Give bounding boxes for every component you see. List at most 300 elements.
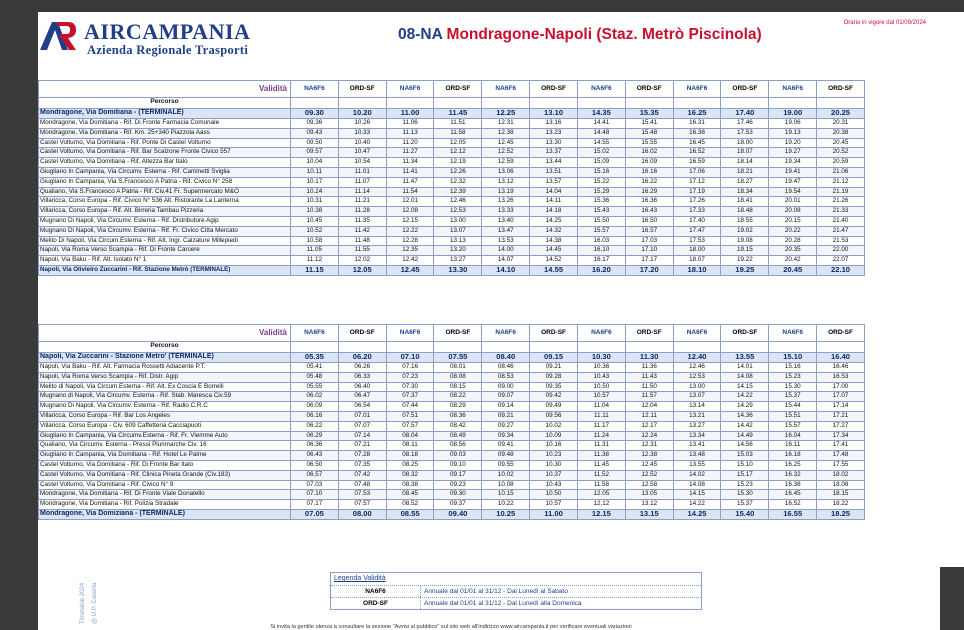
departure-time: 17.48 (817, 451, 865, 461)
departure-time: 13.14 (673, 402, 721, 412)
departure-time: 11.07 (338, 177, 386, 187)
departure-time: 05.55 (291, 382, 339, 392)
departure-time: 16.50 (625, 216, 673, 226)
departure-time: 10.04 (291, 158, 339, 168)
departure-time: 16.45 (673, 138, 721, 148)
departure-time: 21.40 (817, 216, 865, 226)
timetable-return (38, 324, 865, 520)
stop-name: Qualiano, Via S.Francesco A Patria - Rif. Civ.41 Fr. Supermercato M&O (39, 187, 291, 197)
empty-cell (625, 342, 673, 353)
departure-time: 18.00 (673, 246, 721, 256)
validity-code: NA6F6 (769, 81, 817, 98)
departure-time: 19.41 (769, 167, 817, 177)
departure-time: 12.05 (338, 265, 386, 276)
validity-code: NA6F6 (577, 81, 625, 98)
departure-time: 20.31 (817, 119, 865, 129)
departure-time: 11.24 (577, 431, 625, 441)
departure-time: 09.55 (482, 460, 530, 470)
departure-time: 11.34 (386, 158, 434, 168)
logo-name: AIRCAMPANIA (84, 19, 251, 44)
departure-time: 12.52 (625, 470, 673, 480)
departure-time: 16.38 (769, 480, 817, 490)
departure-time: 09.23 (434, 480, 482, 490)
departure-time: 14.52 (530, 256, 578, 266)
legend-row (331, 585, 701, 597)
departure-time: 16.45 (769, 490, 817, 500)
departure-time: 11.54 (386, 187, 434, 197)
departure-time: 12.46 (434, 197, 482, 207)
departure-time: 10.50 (530, 490, 578, 500)
departure-time: 17.27 (817, 421, 865, 431)
stop-name: Villaricca, Corso Europa - Civ. 609 Caffetteria Cacciapuoti (39, 421, 291, 431)
departure-time: 13.34 (673, 431, 721, 441)
departure-time: 13.00 (673, 382, 721, 392)
empty-cell (577, 98, 625, 109)
departure-time: 12.15 (577, 509, 625, 520)
departure-time: 11.06 (386, 119, 434, 129)
departure-time: 10.30 (530, 460, 578, 470)
stop-row (39, 216, 865, 226)
stop-row (39, 490, 865, 500)
stop-name: Castel Volturno, Via Domitiana - Rif. Ponte Di Castel Volturno (39, 138, 291, 148)
departure-time: 06.36 (291, 441, 339, 451)
departure-time: 11.04 (577, 402, 625, 412)
departure-time: 18.00 (721, 138, 769, 148)
legend-code: NA6F6 (331, 586, 421, 597)
validity-code: NA6F6 (673, 81, 721, 98)
departure-time: 15.48 (625, 128, 673, 138)
departure-time: 13.55 (721, 352, 769, 363)
departure-time: 08.56 (434, 441, 482, 451)
departure-time: 14.55 (530, 265, 578, 276)
departure-time: 15.37 (721, 500, 769, 510)
departure-time: 10.40 (338, 138, 386, 148)
departure-time: 06.54 (338, 402, 386, 412)
departure-time: 12.31 (625, 441, 673, 451)
departure-time: 06.16 (291, 411, 339, 421)
departure-time: 07.51 (386, 411, 434, 421)
stop-row (39, 158, 865, 168)
stop-row (39, 372, 865, 382)
departure-time: 16.17 (577, 256, 625, 266)
departure-time: 11.17 (577, 421, 625, 431)
departure-time: 13.47 (482, 226, 530, 236)
departure-time: 12.39 (434, 187, 482, 197)
departure-time: 09.17 (434, 470, 482, 480)
departure-time: 10.26 (338, 119, 386, 129)
validity-code: ORD-SF (530, 325, 578, 342)
departure-time: 14.00 (482, 246, 530, 256)
stop-row (39, 226, 865, 236)
departure-time: 14.08 (721, 372, 769, 382)
departure-time: 08.53 (482, 372, 530, 382)
departure-time: 15.02 (577, 148, 625, 158)
departure-time: 12.35 (386, 246, 434, 256)
departure-time: 07.42 (338, 470, 386, 480)
departure-time: 16.20 (577, 265, 625, 276)
terminal-stop-row (39, 108, 865, 119)
departure-time: 17.33 (673, 207, 721, 217)
departure-time: 15.23 (721, 480, 769, 490)
departure-time: 16.02 (625, 148, 673, 158)
departure-time: 07.05 (291, 509, 339, 520)
departure-time: 17.10 (625, 246, 673, 256)
departure-time: 06.22 (291, 421, 339, 431)
departure-time: 20.01 (769, 197, 817, 207)
departure-time: 18.10 (673, 265, 721, 276)
departure-time: 10.45 (291, 216, 339, 226)
departure-time: 15.40 (721, 509, 769, 520)
departure-time: 17.06 (673, 167, 721, 177)
departure-time: 07.16 (386, 363, 434, 373)
departure-time: 08.00 (338, 509, 386, 520)
stop-name: Mondragone, Via Domitiana - (TERMINALE) (39, 108, 291, 119)
departure-time: 20.28 (769, 236, 817, 246)
departure-time: 16.38 (673, 128, 721, 138)
departure-time: 17.47 (673, 226, 721, 236)
departure-time: 15.09 (577, 158, 625, 168)
departure-time: 08.32 (386, 470, 434, 480)
departure-time: 06.02 (291, 392, 339, 402)
departure-time: 13.48 (673, 451, 721, 461)
departure-time: 18.14 (721, 158, 769, 168)
departure-time: 14.45 (530, 246, 578, 256)
departure-time: 12.08 (386, 207, 434, 217)
departure-time: 21.19 (817, 187, 865, 197)
departure-time: 07.14 (338, 431, 386, 441)
departure-time: 20.35 (769, 246, 817, 256)
validity-code: NA6F6 (291, 81, 339, 98)
stop-row (39, 411, 865, 421)
departure-time: 19.06 (769, 119, 817, 129)
departure-time: 16.22 (625, 177, 673, 187)
departure-time: 10.25 (482, 509, 530, 520)
stop-row (39, 177, 865, 187)
empty-cell (386, 342, 434, 353)
departure-time: 12.12 (434, 148, 482, 158)
empty-cell (530, 342, 578, 353)
departure-time: 09.41 (482, 441, 530, 451)
departure-time: 18.02 (817, 470, 865, 480)
stop-name: Mondragone, Via Domiziana - (TERMINALE) (39, 509, 291, 520)
departure-time: 10.36 (577, 363, 625, 373)
empty-cell (530, 98, 578, 109)
departure-time: 09.37 (434, 500, 482, 510)
departure-time: 10.50 (577, 382, 625, 392)
departure-time: 17.00 (817, 382, 865, 392)
departure-time: 09.30 (291, 108, 339, 119)
departure-time: 15.29 (577, 187, 625, 197)
stop-row (39, 363, 865, 373)
departure-time: 19.54 (769, 187, 817, 197)
departure-time: 07.55 (434, 352, 482, 363)
stop-row (39, 138, 865, 148)
departure-time: 13.06 (482, 167, 530, 177)
departure-time: 18.21 (721, 167, 769, 177)
route-title (398, 26, 762, 44)
logo-subtitle: Azienda Regionale Trasporti (87, 43, 249, 57)
departure-time: 11.30 (625, 352, 673, 363)
departure-time: 10.24 (291, 187, 339, 197)
departure-time: 09.42 (530, 392, 578, 402)
departure-time: 15.30 (721, 490, 769, 500)
departure-time: 15.17 (721, 470, 769, 480)
departure-time: 20.15 (769, 216, 817, 226)
stop-row (39, 402, 865, 412)
departure-time: 13.00 (434, 216, 482, 226)
departure-time: 17.40 (673, 216, 721, 226)
validity-header-row (39, 325, 865, 342)
departure-time: 13.27 (434, 256, 482, 266)
departure-time: 09.40 (434, 509, 482, 520)
departure-time: 12.28 (386, 236, 434, 246)
departure-time: 08.08 (434, 372, 482, 382)
departure-time: 07.57 (386, 421, 434, 431)
departure-time: 17.07 (817, 392, 865, 402)
departure-time: 12.45 (386, 265, 434, 276)
validity-code: NA6F6 (482, 81, 530, 98)
departure-time: 13.53 (482, 236, 530, 246)
timetable-outbound (38, 80, 865, 276)
route-code: 08-NA (398, 26, 443, 43)
departure-time: 14.22 (721, 392, 769, 402)
departure-time: 09.48 (482, 451, 530, 461)
departure-time: 12.12 (577, 500, 625, 510)
departure-time: 12.38 (482, 128, 530, 138)
side-note-line: @ U.P. Caserta (92, 582, 98, 624)
stop-row (39, 500, 865, 510)
stop-row (39, 392, 865, 402)
stop-row (39, 460, 865, 470)
stop-name: Castel Volturno, Via Domitiana - Rif. Bar Scalzone Fronte Civico 557 (39, 148, 291, 158)
validity-code: ORD-SF (530, 81, 578, 98)
stop-name: Castel Volturno, Via Domitiana - Rif. Civico N° 9 (39, 480, 291, 490)
departure-time: 09.07 (482, 392, 530, 402)
stop-name: Melito di Napoli, Via Circum.Esterna - Rif. Alt. Ex Coscia E Borrelli (39, 382, 291, 392)
departure-time: 08.25 (386, 460, 434, 470)
empty-cell (721, 342, 769, 353)
validity-code: ORD-SF (721, 81, 769, 98)
page-edge (940, 12, 964, 567)
footer-note: Si invita la gentile utenza a consultare la sezione "Avvisi al pubblico" sul sito web all'indirizzo www.aircampania.it per verificare eventuali variazioni (270, 624, 632, 630)
stop-name: Napoli, Via Olivieiro Zuccarini - Rif. Stazione Metrò (TERMINALE) (39, 265, 291, 276)
departure-time: 10.11 (291, 167, 339, 177)
departure-time: 10.16 (530, 441, 578, 451)
departure-time: 10.02 (482, 470, 530, 480)
departure-time: 08.42 (434, 421, 482, 431)
departure-time: 16.52 (769, 500, 817, 510)
departure-time: 15.16 (577, 167, 625, 177)
departure-time: 11.01 (338, 167, 386, 177)
departure-time: 08.11 (386, 441, 434, 451)
departure-time: 07.53 (338, 490, 386, 500)
departure-time: 08.01 (434, 363, 482, 373)
empty-cell (291, 98, 339, 109)
departure-time: 14.15 (673, 490, 721, 500)
departure-time: 12.11 (625, 411, 673, 421)
departure-time: 20.22 (769, 226, 817, 236)
departure-time: 07.57 (338, 500, 386, 510)
departure-time: 11.31 (577, 441, 625, 451)
departure-time: 09.21 (530, 363, 578, 373)
departure-time: 22.00 (817, 246, 865, 256)
departure-time: 11.52 (577, 470, 625, 480)
empty-cell (721, 98, 769, 109)
departure-time: 07.01 (338, 411, 386, 421)
departure-time: 12.15 (386, 216, 434, 226)
departure-time: 11.12 (291, 256, 339, 266)
departure-time: 19.22 (721, 256, 769, 266)
empty-cell (482, 342, 530, 353)
departure-time: 10.43 (577, 372, 625, 382)
stop-row (39, 119, 865, 129)
departure-time: 07.17 (291, 500, 339, 510)
departure-time: 12.40 (673, 352, 721, 363)
departure-time: 12.24 (625, 431, 673, 441)
departure-time: 13.30 (530, 138, 578, 148)
departure-time: 14.25 (673, 509, 721, 520)
departure-time: 10.20 (338, 108, 386, 119)
stop-name: Mugnano Di Napoli, Via Circumv. Esterna - Rif. Distributore Agip (39, 216, 291, 226)
empty-cell (338, 98, 386, 109)
departure-time: 20.59 (817, 158, 865, 168)
validity-code: ORD-SF (721, 325, 769, 342)
valid-from-date: Orario in vigore dal 01/09/2024 (843, 20, 926, 26)
departure-time: 13.23 (530, 128, 578, 138)
stop-row (39, 128, 865, 138)
legend-code: ORD-SF (331, 598, 421, 609)
departure-time: 18.25 (817, 509, 865, 520)
departure-time: 19.25 (721, 265, 769, 276)
departure-time: 16.40 (817, 352, 865, 363)
departure-time: 17.46 (721, 119, 769, 129)
departure-time: 10.54 (338, 158, 386, 168)
departure-time: 16.46 (817, 363, 865, 373)
departure-time: 22.07 (817, 256, 865, 266)
departure-time: 13.37 (530, 148, 578, 158)
departure-time: 16.09 (625, 158, 673, 168)
validity-code: NA6F6 (769, 325, 817, 342)
stop-row (39, 382, 865, 392)
departure-time: 18.55 (721, 216, 769, 226)
departure-time: 12.17 (625, 421, 673, 431)
departure-time: 21.26 (817, 197, 865, 207)
departure-time: 16.52 (673, 148, 721, 158)
empty-cell (625, 98, 673, 109)
departure-time: 19.00 (769, 108, 817, 119)
departure-time: 17.53 (673, 236, 721, 246)
departure-time: 20.08 (769, 207, 817, 217)
empty-cell (482, 98, 530, 109)
departure-time: 14.41 (577, 119, 625, 129)
departure-time: 08.04 (386, 431, 434, 441)
departure-time: 14.11 (530, 197, 578, 207)
departure-time: 15.35 (625, 108, 673, 119)
departure-time: 16.11 (769, 441, 817, 451)
departure-time: 16.53 (817, 372, 865, 382)
departure-time: 13.21 (673, 411, 721, 421)
departure-time: 15.51 (769, 411, 817, 421)
departure-time: 10.08 (482, 480, 530, 490)
departure-time: 17.12 (673, 177, 721, 187)
departure-time: 16.25 (769, 460, 817, 470)
empty-cell (338, 342, 386, 353)
validity-code: NA6F6 (386, 325, 434, 342)
departure-time: 11.27 (386, 148, 434, 158)
validity-code: ORD-SF (338, 325, 386, 342)
departure-time: 10.15 (482, 490, 530, 500)
stop-row (39, 480, 865, 490)
stop-name: Mondragone, Via Domitiana - Rif. Di Fronte Farmacia Comunale (39, 119, 291, 129)
departure-time: 13.12 (625, 500, 673, 510)
side-note-line: Timetable 2024 (80, 582, 86, 624)
departure-time: 19.13 (769, 128, 817, 138)
legend-description: Annuale dal 01/01 al 31/12 - Dal Lunedì al Sabato (424, 588, 568, 595)
departure-time: 15.30 (769, 382, 817, 392)
departure-time: 07.30 (386, 382, 434, 392)
departure-time: 21.12 (817, 177, 865, 187)
terminal-stop-row (39, 509, 865, 520)
stop-row (39, 236, 865, 246)
departure-time: 08.45 (386, 490, 434, 500)
terminal-stop-row (39, 265, 865, 276)
departure-time: 15.10 (769, 352, 817, 363)
departure-time: 12.32 (434, 177, 482, 187)
departure-time: 18.48 (721, 207, 769, 217)
departure-time: 20.42 (769, 256, 817, 266)
departure-time: 13.07 (673, 392, 721, 402)
departure-time: 12.53 (434, 207, 482, 217)
departure-time: 13.15 (625, 509, 673, 520)
departure-time: 15.57 (577, 226, 625, 236)
stop-name: Mondragone, Via Domitiana - Rif. Di Fronte Viale Donatello (39, 490, 291, 500)
departure-time: 06.43 (291, 451, 339, 461)
departure-time: 09.15 (530, 352, 578, 363)
departure-time: 14.48 (577, 128, 625, 138)
departure-time: 14.22 (673, 500, 721, 510)
departure-time: 19.15 (721, 246, 769, 256)
departure-time: 17.53 (721, 128, 769, 138)
stop-name: Mondragone, Via Domitiana - Rif. Km. 25+340 Piazzola Aass (39, 128, 291, 138)
departure-time: 09.27 (482, 421, 530, 431)
empty-cell (434, 342, 482, 353)
departure-time: 17.19 (673, 187, 721, 197)
departure-time: 12.42 (386, 256, 434, 266)
departure-time: 09.35 (530, 382, 578, 392)
departure-time: 14.32 (530, 226, 578, 236)
departure-time: 12.25 (482, 108, 530, 119)
departure-time: 08.29 (434, 402, 482, 412)
empty-cell (577, 342, 625, 353)
stop-name: Qualiano, Via Circumv. Esterna - Pressi Plurimarche Civ. 16 (39, 441, 291, 451)
departure-time: 09.57 (291, 148, 339, 158)
departure-time: 14.55 (577, 138, 625, 148)
stop-name: Napoli, Via Zuccarini - Stazione Metro' (TERMINALE) (39, 352, 291, 363)
departure-time: 14.07 (482, 256, 530, 266)
stop-name: Napoli, Via Baku - Rif. Alt. Isolato N° 1 (39, 256, 291, 266)
departure-time: 19.02 (721, 226, 769, 236)
departure-time: 08.18 (386, 451, 434, 461)
stop-name: Mugnano Di Napoli, Via Circumv. Esterna - Rif. Fr. Civico Citta Mercato (39, 226, 291, 236)
departure-time: 11.15 (291, 265, 339, 276)
departure-time: 10.37 (530, 470, 578, 480)
departure-time: 18.22 (817, 500, 865, 510)
departure-time: 12.46 (673, 363, 721, 373)
departure-time: 13.05 (625, 490, 673, 500)
departure-time: 12.04 (625, 402, 673, 412)
terminal-stop-row (39, 352, 865, 363)
departure-time: 11.20 (386, 138, 434, 148)
